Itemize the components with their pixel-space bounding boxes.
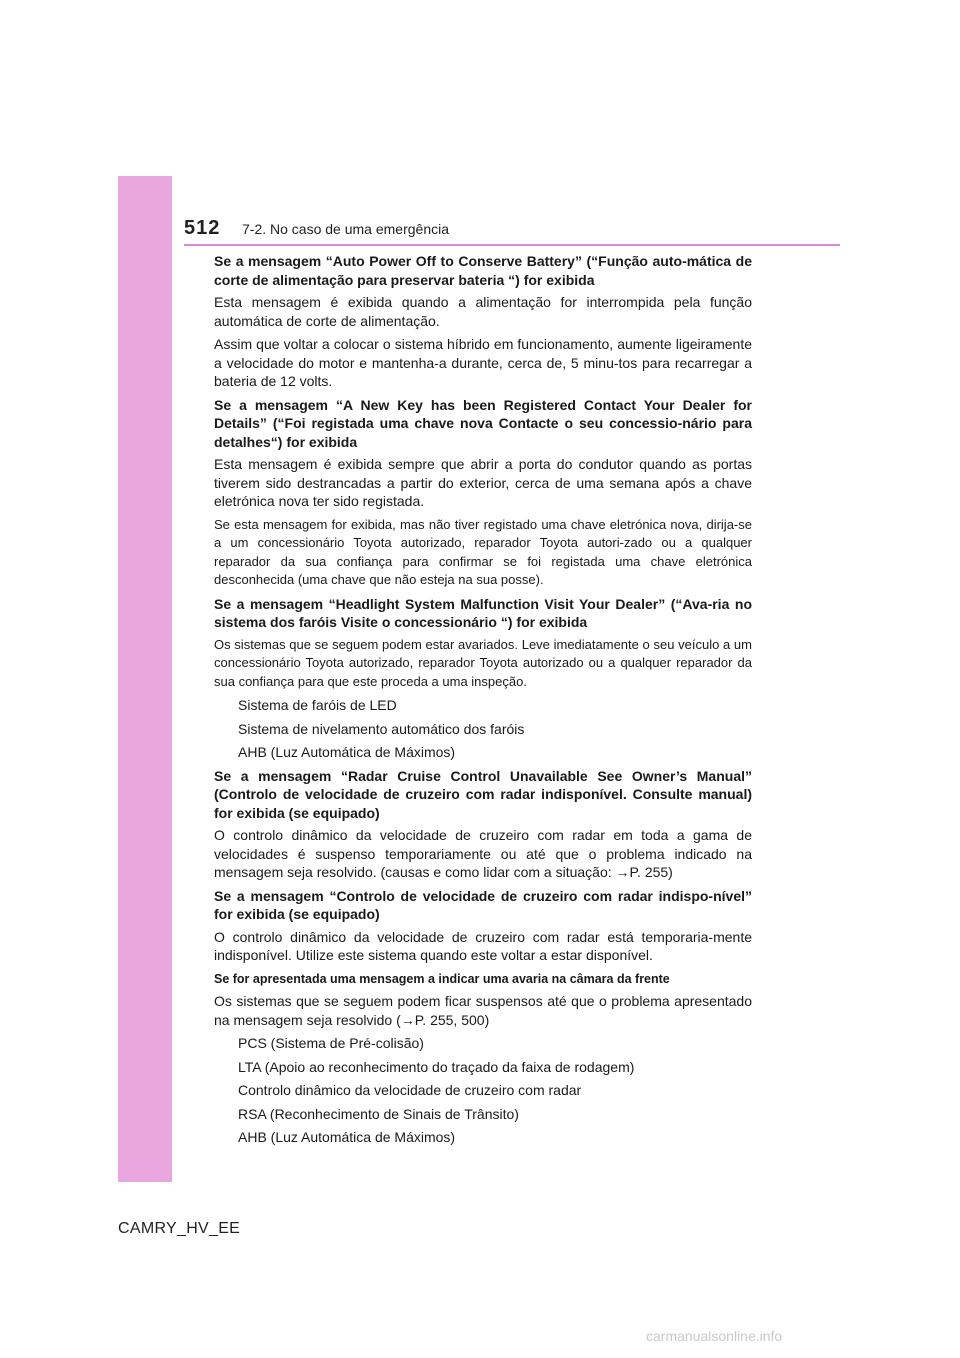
bullet-item: PCS (Sistema de Pré-colisão) <box>238 1035 424 1051</box>
section-title: 7-2. No caso de uma emergência <box>242 221 449 237</box>
bullet-list <box>214 1034 752 1147</box>
body-paragraph: Assim que voltar a colocar o sistema híbrido em funcionamento, aumente ligeiramente a velocidade do motor e mantenha-a durante, cerca de, 5 minu-tos para recarregar a bateria de 12 volts. <box>214 336 752 389</box>
bullet-item: AHB (Luz Automática de Máximos) <box>238 744 456 760</box>
bullet-list <box>214 696 752 762</box>
section-heading: Se a mensagem “Controlo de velocidade de cruzeiro com radar indispo-nível” for exibida (se equipado) <box>214 887 752 922</box>
body-paragraph: Os sistemas que se seguem podem estar avariados. Leve imediatamente o seu veículo a um concessionário Toyota autorizado, reparador Toyota autorizado ou a qualquer reparador da sua confiança para que este proceda a uma inspeção. <box>214 636 752 689</box>
body-paragraph: O controlo dinâmico da velocidade de cruzeiro com radar em toda a gama de velocidades é suspenso temporariamente ou até que o problema indicado na mensagem seja resolvido. (causas e como lidar com a situação: →P. 255) <box>214 827 752 880</box>
section-heading: Se a mensagem “Auto Power Off to Conserve Battery” (“Função auto-mática de corte de alimentação para preservar bateria “) for exibida <box>214 253 752 288</box>
bullet-item: Sistema de nivelamento automático dos faróis <box>238 720 525 737</box>
bullet-item: LTA (Apoio ao reconhecimento do traçado da faixa de rodagem) <box>238 1058 635 1075</box>
bullet-item: RSA (Reconhecimento de Sinais de Trânsito) <box>238 1105 519 1122</box>
bullet-item: AHB (Luz Automática de Máximos) <box>238 1129 456 1145</box>
body-paragraph: Os sistemas que se seguem podem ficar suspensos até que o problema apresentado na mensagem seja resolvido (→P. 255, 500) <box>214 993 752 1028</box>
section-heading: Se a mensagem “A New Key has been Registered Contact Your Dealer for Details” (“Foi registada uma chave nova Contacte o seu concessio-nário para detalhes“) for exibida <box>214 396 752 450</box>
document-code: CAMRY_HV_EE <box>118 1220 241 1237</box>
page-number: 512 <box>184 217 221 239</box>
chapter-sidebar-tab <box>118 176 172 1182</box>
body-paragraph: Esta mensagem é exibida quando a alimentação for interrompida pela função automática de corte de alimentação. <box>214 294 752 329</box>
body-paragraph: O controlo dinâmico da velocidade de cruzeiro com radar está temporaria-mente indisponível. Utilize este sistema quando este voltar a estar disponível. <box>214 928 752 963</box>
page-content <box>214 252 752 1152</box>
watermark: carmanualsonline.info <box>646 1328 783 1344</box>
body-paragraph: Se esta mensagem for exibida, mas não tiver registado uma chave eletrónica nova, dirija-se a um concessionário Toyota autorizado, reparador Toyota autori-zado ou a qualquer reparador da sua confiança para confirmar se foi registada uma chave eletrónica desconhecida (uma chave que não esteja na sua posse). <box>214 516 752 587</box>
header-divider <box>184 244 840 246</box>
section-heading: Se a mensagem “Headlight System Malfunction Visit Your Dealer” (“Ava-ria no sistema dos faróis Visite o concessionário “) for exibida <box>214 595 752 630</box>
section-heading: Se for apresentada uma mensagem a indicar uma avaria na câmara da frente <box>214 971 670 986</box>
bullet-item: Controlo dinâmico da velocidade de cruzeiro com radar <box>238 1082 582 1098</box>
body-paragraph: Esta mensagem é exibida sempre que abrir a porta do condutor quando as portas tiverem sido destrancadas a partir do exterior, cerca de uma semana após a chave eletrónica nova ter sido registada. <box>214 456 752 509</box>
section-heading: Se a mensagem “Radar Cruise Control Unavailable See Owner’s Manual” (Controlo de velocidade de cruzeiro com radar indisponível. Consulte manual) for exibida (se equipado) <box>214 767 752 821</box>
bullet-item: Sistema de faróis de LED <box>238 697 397 713</box>
